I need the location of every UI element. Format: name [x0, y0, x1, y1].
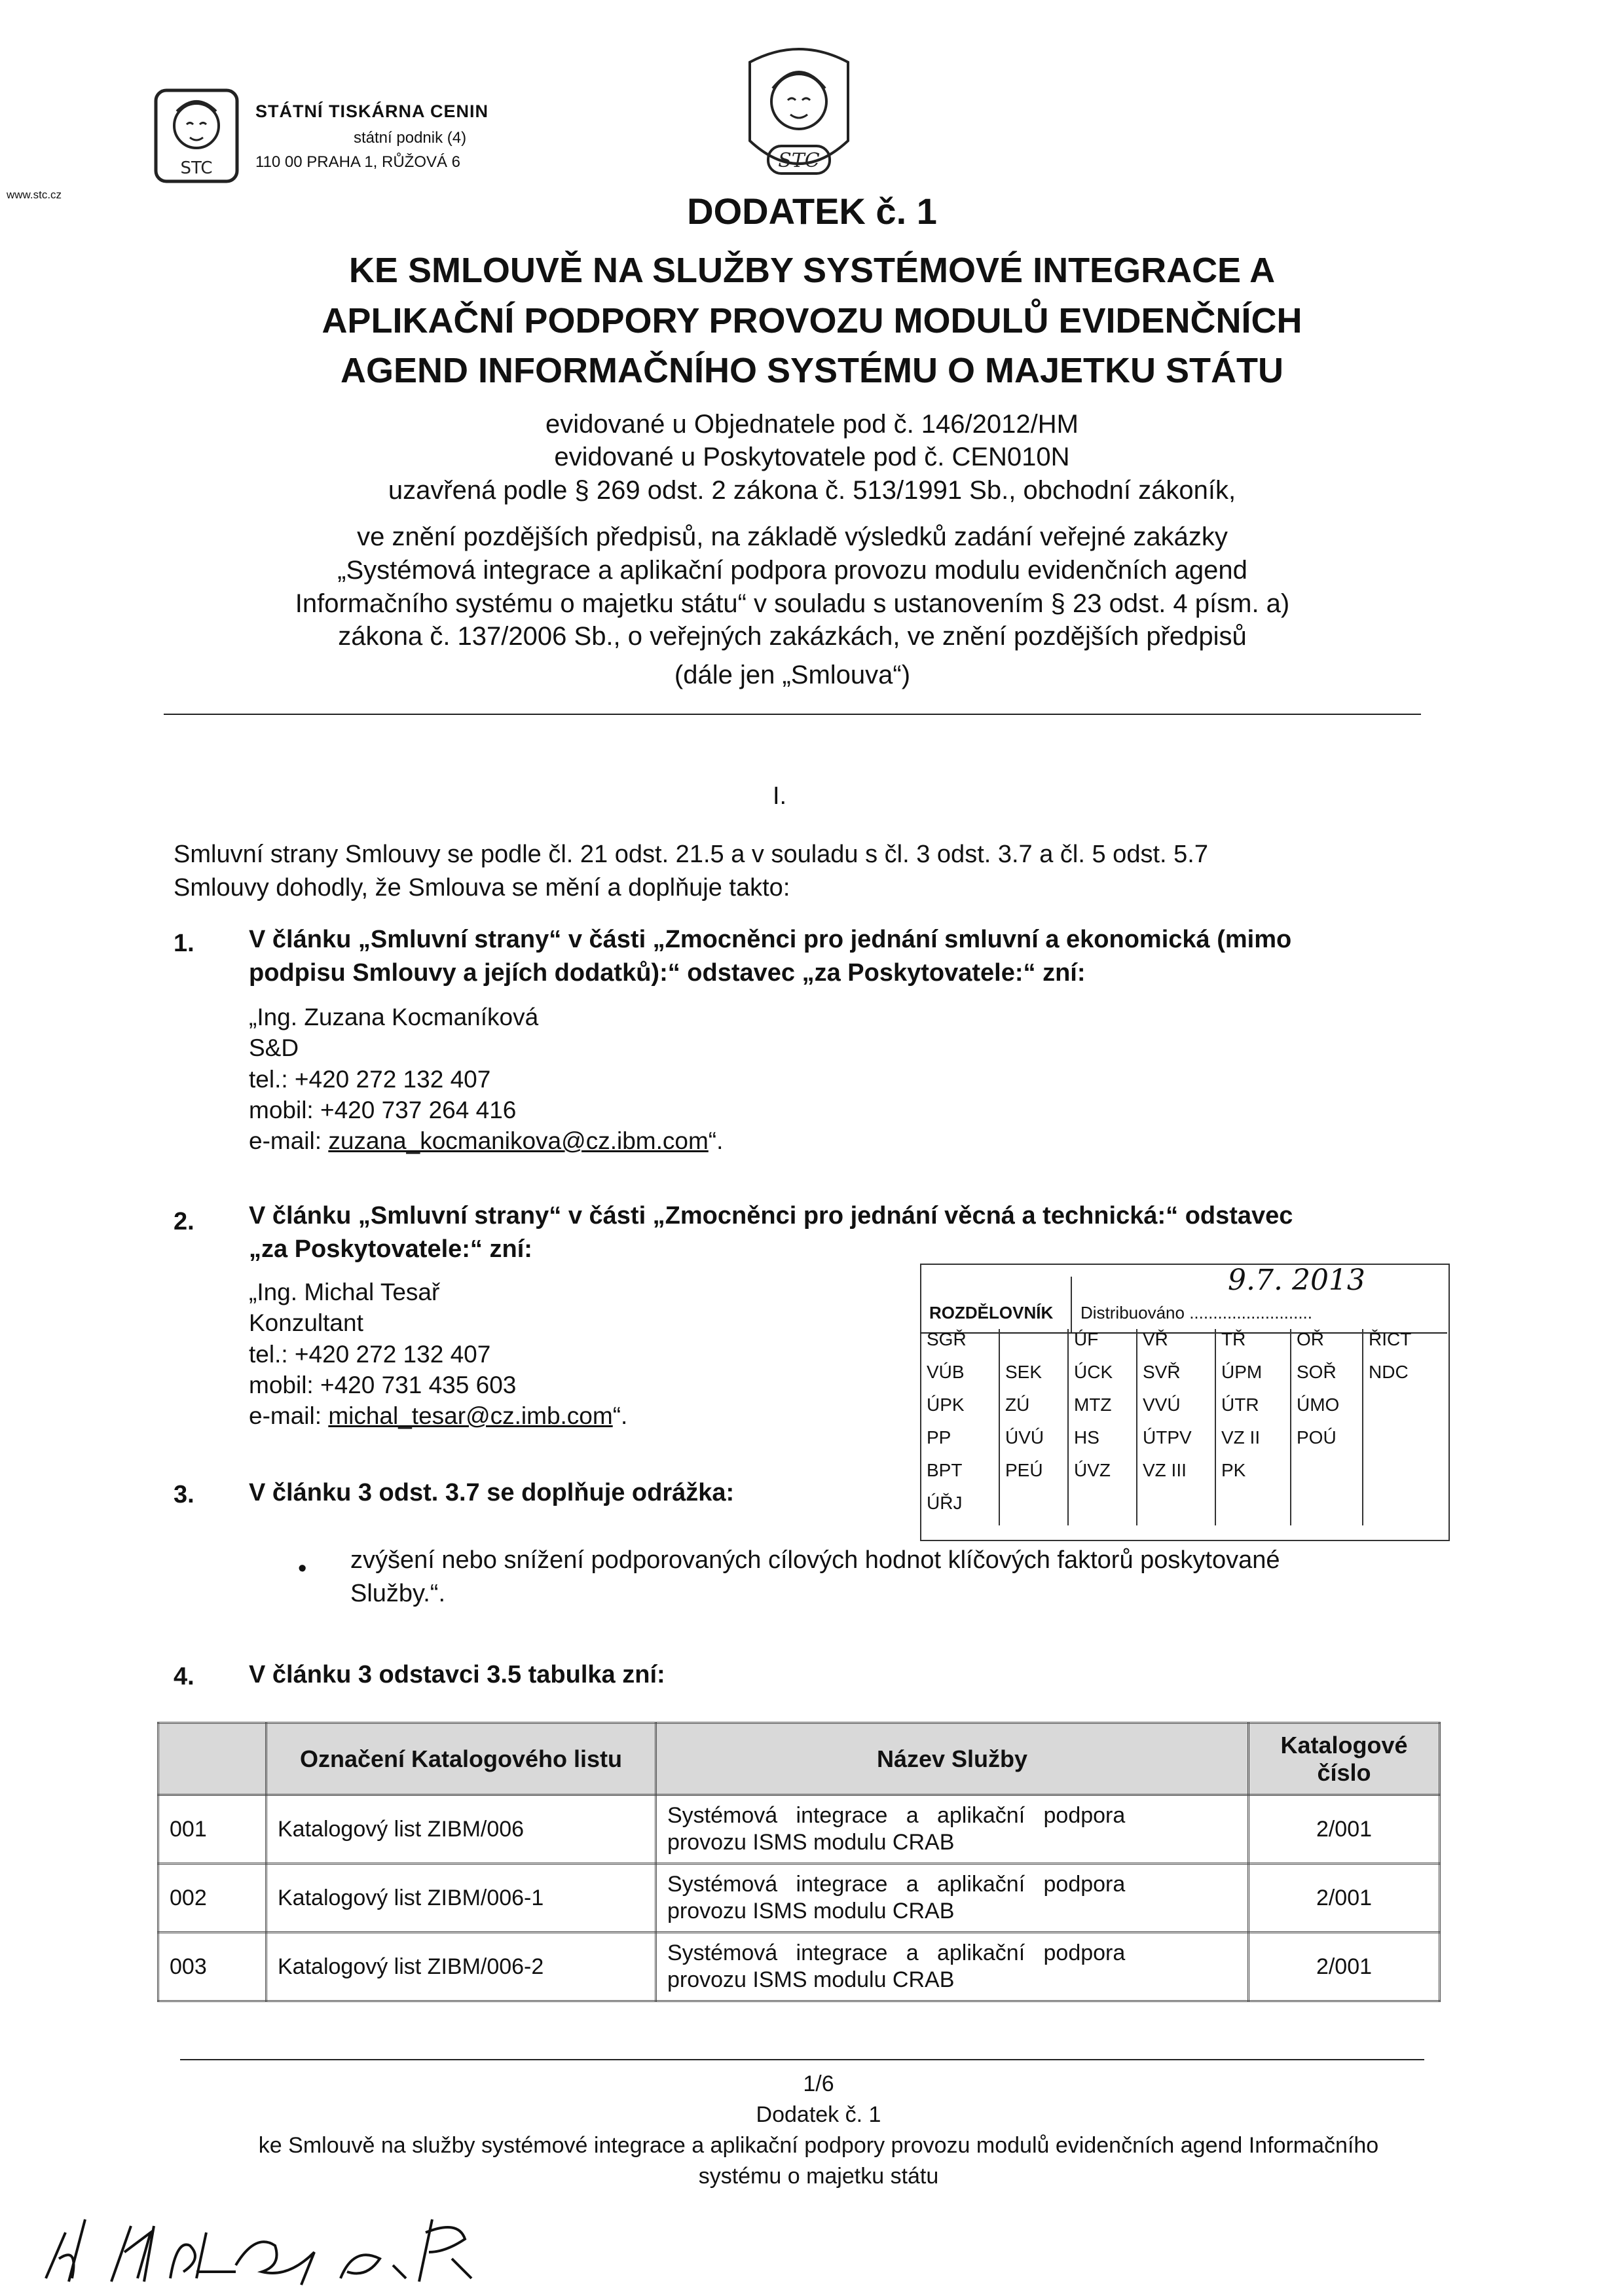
row-list: Katalogový list ZIBM/006-2: [267, 1933, 656, 2001]
emblem-logo: [737, 43, 861, 187]
preamble-line-1: Smluvní strany Smlouvy se podle čl. 21 odst. 21.5 a v souladu s čl. 3 odst. 3.7 a čl. 5 odst. 5.7: [174, 841, 1208, 868]
contact-2-email-row: [249, 1400, 627, 1431]
stamp-label-right: Distribuováno ..........................: [1080, 1303, 1313, 1322]
contact-1-name: „Ing. Zuzana Kocmaníková: [249, 1004, 539, 1030]
stamp-cell-col4-2: VVÚ: [1143, 1394, 1181, 1415]
preamble: [174, 838, 1418, 905]
stamp-cell-col2-4: PEÚ: [1005, 1460, 1043, 1480]
item-2-line-2: „za Poskytovatele:“ zní:: [249, 1235, 532, 1264]
table-header-number: Katalogové číslo: [1249, 1723, 1440, 1795]
stamp-cell-col4-3: ÚTPV: [1143, 1427, 1192, 1448]
stamp-column-line: [999, 1329, 1000, 1525]
page-footer: [157, 2069, 1480, 2192]
intro-line-4: zákona č. 137/2006 Sb., o veřejných zakázkách, ve znění pozdějších předpisů: [338, 622, 1247, 651]
intro-block: [164, 520, 1421, 692]
row-name-line-2: provozu ISMS modulu CRAB: [667, 1899, 955, 1923]
stamp-cell-col1-2: ÚPK: [927, 1394, 965, 1415]
stamp-cell-col2-3: ÚVÚ: [1005, 1427, 1044, 1448]
bullet-icon: •: [298, 1555, 307, 1582]
item-1-number: 1.: [174, 930, 194, 957]
stamp-cell-col3-4: ÚVZ: [1074, 1460, 1111, 1480]
stamp-column-line: [1215, 1329, 1216, 1525]
stamp-cell-col2-1: SEK: [1005, 1362, 1043, 1382]
stamp-cell-col7-1: NDC: [1369, 1362, 1409, 1382]
subtitle-line-1: evidované u Objednatele pod č. 146/2012/HM: [545, 410, 1079, 439]
footer-divider: [180, 2059, 1424, 2060]
row-name: [656, 1933, 1249, 2001]
document-title: DODATEK č. 1: [687, 191, 937, 232]
table-header-name: Název Služby: [656, 1723, 1249, 1795]
item-3-bullet: [350, 1544, 1464, 1611]
emblem-text: STC: [778, 149, 820, 172]
stamp-cell-col1-1: VÚB: [927, 1362, 965, 1382]
contact-2-email[interactable]: michal_tesar@cz.imb.com: [328, 1402, 613, 1430]
footer-line-1: ke Smlouvě na služby systémové integrace a aplikační podpory provozu modulů evidenčních agend Informačního: [258, 2132, 1379, 2158]
stamp-cell-col5-2: ÚTR: [1221, 1394, 1259, 1415]
contact-1-email-row: [249, 1125, 723, 1156]
table-header-id: [158, 1723, 267, 1795]
title-line-1: KE SMLOUVĚ NA SLUŽBY SYSTÉMOVÉ INTEGRACE A: [348, 251, 1276, 290]
footer-line-2: systému o majetku státu: [698, 2163, 939, 2189]
row-number: 2/001: [1249, 1864, 1440, 1933]
contact-1-email[interactable]: zuzana_kocmanikova@cz.ibm.com: [328, 1127, 709, 1155]
row-id: 002: [158, 1864, 267, 1933]
row-list: Katalogový list ZIBM/006-1: [267, 1864, 656, 1933]
row-id: 001: [158, 1795, 267, 1864]
subtitle-line-3: uzavřená podle § 269 odst. 2 zákona č. 513/1991 Sb., obchodní zákoník,: [388, 475, 1236, 505]
stamp-cell-col5-4: PK: [1221, 1460, 1246, 1480]
stamp-column-line: [1290, 1329, 1291, 1525]
company-name: STÁTNÍ TISKÁRNA CENIN: [255, 101, 489, 121]
title-block: [118, 190, 1506, 507]
table-row: [158, 1795, 1440, 1864]
row-name-line-2: provozu ISMS modulu CRAB: [667, 1830, 955, 1855]
stamp-cell-col6-1: SOŘ: [1297, 1362, 1337, 1382]
row-id: 003: [158, 1933, 267, 2001]
stamp-cell-col6-3: POÚ: [1297, 1427, 1337, 1448]
stamp-cell-col2-2: ZÚ: [1005, 1394, 1030, 1415]
item-3-bullet-line-1: zvýšení nebo snížení podporovaných cílových hodnot klíčových faktorů poskytované: [350, 1546, 1280, 1574]
intro-line-3: Informačního systému o majetku státu“ v souladu s ustanovením § 23 odst. 4 písm. a): [295, 589, 1290, 618]
table-row: [158, 1933, 1440, 2001]
stamp-cell-col5-1: ÚPM: [1221, 1362, 1263, 1382]
page-number: 1/6: [803, 2071, 834, 2096]
stamp-cell-col3-2: MTZ: [1074, 1394, 1112, 1415]
stamp-cell-col3-0: ÚF: [1074, 1329, 1099, 1349]
item-2-text: [249, 1199, 1441, 1267]
footer-doc-name: Dodatek č. 1: [756, 2102, 881, 2127]
stamp-column-line: [1136, 1329, 1137, 1525]
contact-1-mobil: mobil: +420 737 264 416: [249, 1097, 517, 1124]
item-3-text: V článku 3 odst. 3.7 se doplňuje odrážka:: [249, 1479, 735, 1506]
stamp-cell-col4-4: VZ III: [1143, 1460, 1187, 1480]
stamp-cell-col3-3: HS: [1074, 1427, 1099, 1448]
stamp-cell-col7-0: ŘICT: [1369, 1329, 1412, 1349]
row-name: [656, 1864, 1249, 1933]
stamp-label-left: ROZDĚLOVNÍK: [929, 1303, 1054, 1322]
contact-2-email-suffix: “.: [612, 1402, 628, 1430]
catalog-table: [157, 1722, 1441, 2002]
stamp-divider: [1071, 1277, 1072, 1332]
contact-1-tel: tel.: +420 272 132 407: [249, 1065, 491, 1093]
stamp-column-line: [1362, 1329, 1363, 1525]
intro-line-1: ve znění pozdějších předpisů, na základě výsledků zadání veřejné zakázky: [357, 522, 1228, 551]
intro-line-5: (dále jen „Smlouva“): [674, 661, 911, 690]
intro-line-2: „Systémová integrace a aplikační podpora provozu modulu evidenčních agend: [337, 555, 1247, 585]
item-2-contact: [249, 1277, 627, 1432]
stamp-handwritten-date: 9.7. 2013: [1228, 1264, 1365, 1297]
item-3-bullet-line-2: Služby.“.: [350, 1580, 446, 1608]
stamp-cell-col5-3: VZ II: [1221, 1427, 1261, 1448]
section-number: I.: [773, 782, 787, 810]
table-row: [158, 1864, 1440, 1933]
stamp-cell-col4-0: VŘ: [1143, 1329, 1168, 1349]
preamble-line-2: Smlouvy dohodly, že Smlouva se mění a doplňuje takto:: [174, 874, 790, 902]
row-number: 2/001: [1249, 1933, 1440, 2001]
contact-2-mobil: mobil: +420 731 435 603: [249, 1372, 517, 1399]
title-line-2: APLIKAČNÍ PODPORY PROVOZU MODULŮ EVIDENČNÍCH: [322, 301, 1302, 340]
company-header: [255, 98, 557, 174]
stamp-cell-col4-1: SVŘ: [1143, 1362, 1181, 1382]
stamp-cell-col6-0: OŘ: [1297, 1329, 1324, 1349]
stamp-cell-col3-1: ÚCK: [1074, 1362, 1113, 1382]
contact-1-dept: S&D: [249, 1034, 299, 1062]
stamp-cell-col1-5: ÚŘJ: [927, 1493, 963, 1513]
contact-2-email-prefix: e-mail:: [249, 1402, 329, 1430]
contact-2-role: Konzultant: [249, 1309, 363, 1337]
item-1-contact: [249, 1002, 723, 1157]
subtitle-line-2: evidované u Poskytovatele pod č. CEN010N: [554, 443, 1070, 472]
item-4-text: V článku 3 odstavci 3.5 tabulka zní:: [249, 1661, 665, 1688]
item-2-number: 2.: [174, 1208, 194, 1235]
stamp-cell-col6-2: ÚMO: [1297, 1394, 1340, 1415]
stamp-column-line: [1067, 1329, 1069, 1525]
row-name-line-1: Systémová integrace a aplikační podpora: [667, 1803, 1126, 1829]
company-address: 110 00 PRAHA 1, RŮŽOVÁ 6: [255, 153, 461, 172]
row-name: [656, 1795, 1249, 1864]
initials-signatures: [39, 2206, 498, 2291]
stamp-cell-col5-0: TŘ: [1221, 1329, 1246, 1349]
item-1-text: [249, 923, 1441, 991]
website-text: www.stc.cz: [7, 189, 62, 201]
row-number: 2/001: [1249, 1795, 1440, 1864]
company-type: státní podnik (4): [354, 128, 467, 147]
contact-1-email-prefix: e-mail:: [249, 1127, 329, 1155]
row-name-line-2: provozu ISMS modulu CRAB: [667, 1967, 955, 1992]
stamp-cell-col1-0: SGŘ: [927, 1329, 967, 1349]
stc-logo: [151, 85, 242, 187]
table-header-row: [158, 1723, 1440, 1795]
title-line-3: AGEND INFORMAČNÍHO SYSTÉMU O MAJETKU STÁTU: [340, 351, 1284, 391]
svg-text:STC: STC: [180, 158, 213, 178]
stamp-cell-col1-4: BPT: [927, 1460, 963, 1480]
item-4-number: 4.: [174, 1663, 194, 1690]
contact-1-email-suffix: “.: [708, 1127, 724, 1155]
item-1-line-2: podpisu Smlouvy a jejích dodatků):“ odstavec „za Poskytovatele:“ zní:: [249, 959, 1086, 987]
distribution-stamp: [920, 1264, 1447, 1539]
row-list: Katalogový list ZIBM/006: [267, 1795, 656, 1864]
contact-2-name: „Ing. Michal Tesař: [249, 1279, 440, 1305]
item-1-line-1: V článku „Smluvní strany“ v části „Zmocněnci pro jednání smluvní a ekonomická (mimo: [249, 926, 1292, 953]
item-2-line-1: V článku „Smluvní strany“ v části „Zmocněnci pro jednání věcná a technická:“ odstavec: [249, 1202, 1293, 1230]
title-divider: [164, 714, 1421, 715]
row-name-line-1: Systémová integrace a aplikační podpora: [667, 1872, 1126, 1897]
table-header-list: Označení Katalogového listu: [267, 1723, 656, 1795]
contact-2-tel: tel.: +420 272 132 407: [249, 1340, 491, 1368]
stamp-cell-col1-3: PP: [927, 1427, 951, 1448]
item-3-number: 3.: [174, 1481, 194, 1508]
row-name-line-1: Systémová integrace a aplikační podpora: [667, 1941, 1126, 1966]
